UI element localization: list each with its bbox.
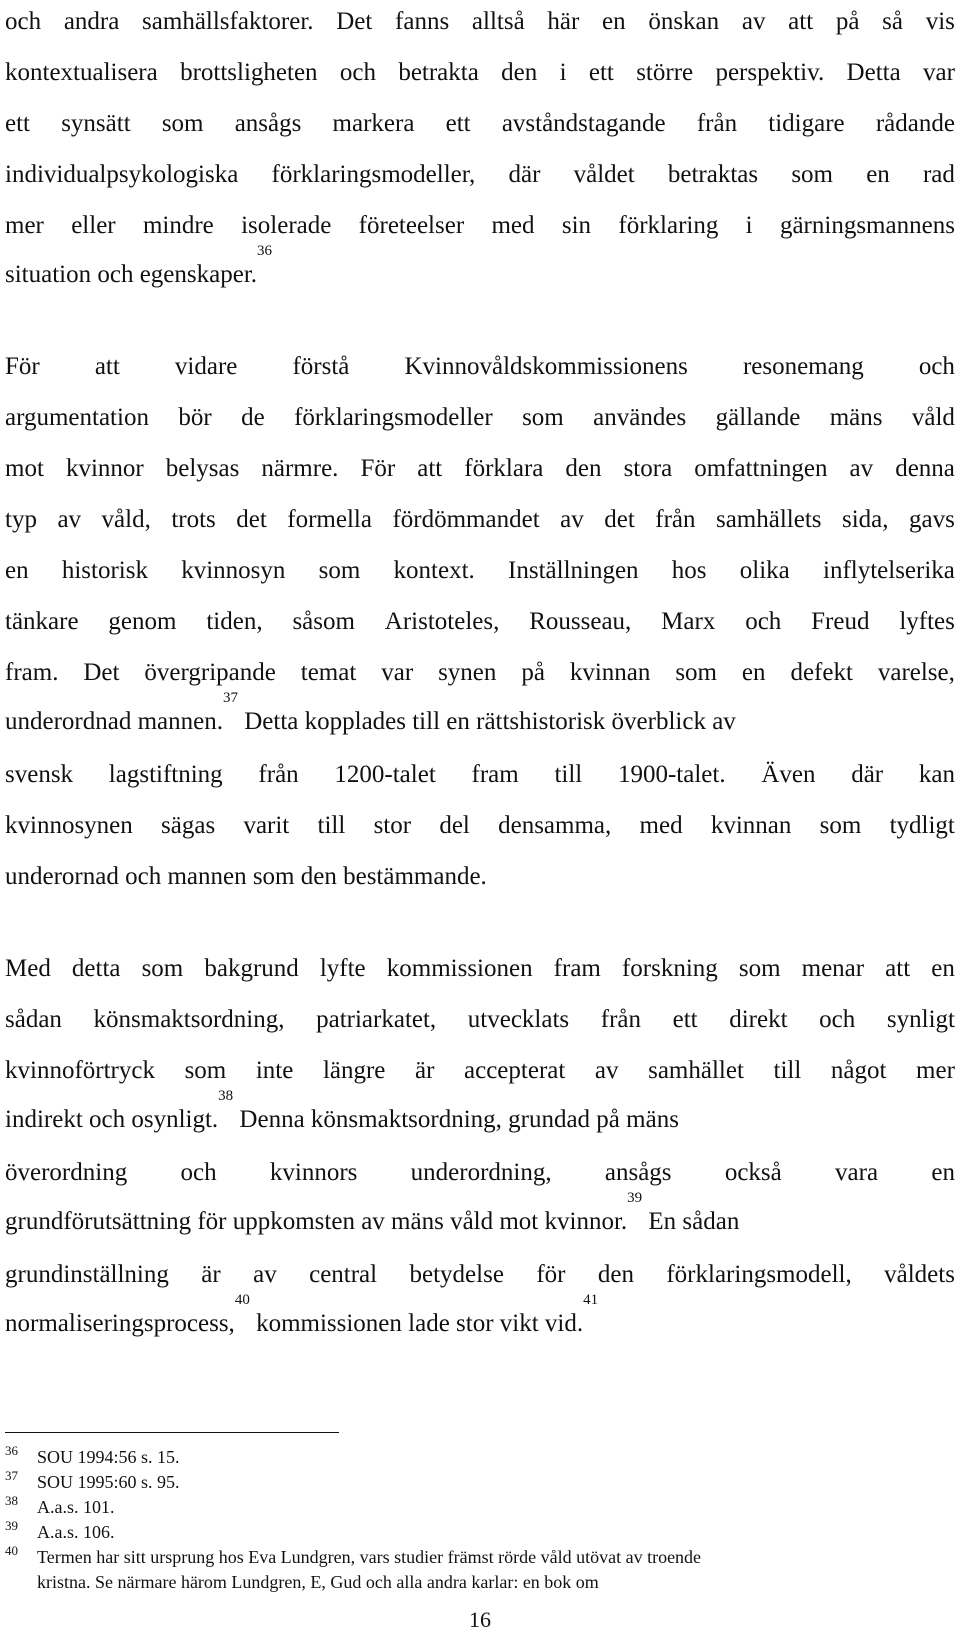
word: kvinnosyn	[181, 557, 286, 584]
word: av	[253, 1261, 277, 1288]
word: en	[602, 8, 626, 35]
word: hos	[671, 557, 707, 584]
word: typ	[5, 506, 37, 533]
word: mer	[916, 1057, 955, 1084]
word: ansågs	[234, 110, 302, 137]
word: Detta	[846, 59, 901, 86]
word: inflytelserika	[823, 557, 955, 584]
word: som	[184, 1057, 227, 1084]
word: 1200-talet	[334, 761, 436, 788]
word: kvinnor	[65, 455, 144, 482]
word: olika	[739, 557, 790, 584]
word: från	[696, 110, 738, 137]
word: användes	[593, 404, 687, 431]
word: eller	[71, 212, 116, 239]
word: fanns	[395, 8, 450, 35]
word: vis	[925, 8, 955, 35]
word: perspektiv.	[715, 59, 825, 86]
word: menar	[801, 955, 865, 982]
word: som	[791, 161, 833, 188]
footnote-number: 40	[5, 1543, 18, 1558]
word: sida,	[842, 506, 889, 533]
body-line	[5, 1000, 955, 1040]
word: historisk	[61, 557, 148, 584]
word: Aristoteles,	[384, 608, 500, 635]
word: denna	[895, 455, 955, 482]
word: av	[849, 455, 874, 482]
word: som	[141, 955, 184, 982]
footnote-text: SOU 1995:60 s. 95.	[37, 1472, 180, 1492]
word: kvinnors	[269, 1159, 358, 1186]
footnote-ref: 38	[218, 1088, 234, 1104]
body-line	[5, 155, 955, 195]
word: tidigare	[768, 110, 845, 137]
word: där	[851, 761, 884, 788]
word: och	[339, 59, 376, 86]
body-line: situation och egenskaper.$^{36}$	[5, 243, 273, 288]
body-line	[5, 755, 955, 795]
word: förklaringsmodeller	[294, 404, 493, 431]
body-line: indirekt och osynligt.$^{38}$ Denna könsmaktsordning, grundad på mäns	[5, 1088, 679, 1133]
word: utvecklats	[467, 1006, 570, 1033]
word: lagstiftning	[108, 761, 223, 788]
word: ansågs	[604, 1159, 672, 1186]
word: önskan	[648, 8, 720, 35]
word: synen	[438, 659, 497, 686]
word: stor	[373, 812, 412, 839]
word: Det	[336, 8, 373, 35]
word: för	[536, 1261, 566, 1288]
body-line	[5, 500, 955, 540]
word: accepterat	[464, 1057, 566, 1084]
word: rådande	[875, 110, 955, 137]
word: och	[819, 1006, 856, 1033]
word: fram.	[5, 659, 59, 686]
word: varit	[243, 812, 290, 839]
word: fördömmandet	[392, 506, 540, 533]
body-line	[5, 551, 955, 591]
word: att	[788, 8, 814, 35]
body-line	[5, 1153, 955, 1193]
word: större	[636, 59, 694, 86]
word: kvinnan	[710, 812, 792, 839]
footnote-text: Termen har sitt ursprung hos Eva Lundgren, vars studier främst rörde våld utövat av troende	[37, 1547, 702, 1567]
word: av	[594, 1057, 619, 1084]
word: bör	[178, 404, 212, 431]
word: närmre.	[261, 455, 339, 482]
word: en	[931, 1159, 955, 1186]
word: betrakta	[398, 59, 479, 86]
word: till	[554, 761, 583, 788]
body-line: grundförutsättning för uppkomsten av mäns våld mot kvinnor.$^{39}$ En sådan	[5, 1190, 740, 1235]
word: något	[830, 1057, 887, 1084]
word: genom	[108, 608, 177, 635]
word: kvinnosynen	[5, 812, 133, 839]
word: där	[508, 161, 541, 188]
word: sin	[561, 212, 592, 239]
body-line: underordnad mannen.$^{37}$ Detta kopplades till en rättshistorisk överblick av	[5, 690, 736, 735]
word: kvinnoförtryck	[5, 1057, 155, 1084]
word: gällande	[715, 404, 801, 431]
word: förklaringsmodell,	[666, 1261, 852, 1288]
body-line	[5, 602, 955, 642]
word: betraktas	[667, 161, 759, 188]
word: Freud	[811, 608, 870, 635]
word: trots	[171, 506, 216, 533]
word: direkt	[729, 1006, 788, 1033]
body-line	[5, 449, 955, 489]
word: i	[559, 59, 567, 86]
word: ett	[5, 110, 30, 137]
word: lyfte	[319, 955, 366, 982]
footnote-number: 39	[5, 1518, 18, 1533]
word: Marx	[661, 608, 716, 635]
word: lyftes	[899, 608, 955, 635]
word: ett	[672, 1006, 698, 1033]
body-line	[5, 1051, 955, 1091]
word: övergripande	[144, 659, 276, 686]
word: så	[882, 8, 903, 35]
footnote-ref: 39	[627, 1190, 643, 1206]
word: är	[201, 1261, 221, 1288]
word: varelse,	[877, 659, 955, 686]
word: resonemang	[742, 353, 864, 380]
word: också	[724, 1159, 782, 1186]
word: stora	[623, 455, 673, 482]
footnote-number: 37	[5, 1468, 18, 1483]
word: svensk	[5, 761, 74, 788]
word: sådan	[5, 1006, 62, 1033]
word: andra	[63, 8, 120, 35]
word: ett	[445, 110, 471, 137]
word: bakgrund	[204, 955, 299, 982]
body-line	[5, 806, 955, 846]
word: belysas	[165, 455, 240, 482]
word: av	[560, 506, 584, 533]
word: synligt	[886, 1006, 955, 1033]
word: 1900-talet.	[617, 761, 726, 788]
word: isolerade	[241, 212, 332, 239]
word: den	[565, 455, 602, 482]
body-line	[5, 53, 955, 93]
word: kontext.	[393, 557, 475, 584]
footnote-number: 38	[5, 1493, 18, 1508]
word: sägas	[161, 812, 216, 839]
word: forskning	[621, 955, 718, 982]
word: gärningsmannens	[779, 212, 955, 239]
word: såsom	[292, 608, 355, 635]
word: företeelser	[358, 212, 465, 239]
word: förklaringsmodeller,	[271, 161, 476, 188]
word: Även	[761, 761, 816, 788]
word: som	[161, 110, 204, 137]
body-line	[5, 2, 955, 42]
word: formella	[287, 506, 372, 533]
word: Rousseau,	[529, 608, 632, 635]
word: som	[522, 404, 564, 431]
word: temat	[300, 659, 357, 686]
word: den	[501, 59, 538, 86]
word: För	[360, 455, 396, 482]
word: individualpsykologiska	[5, 161, 239, 188]
word: var	[381, 659, 414, 686]
word: fram	[553, 955, 601, 982]
body-line	[5, 1255, 955, 1295]
word: tänkare	[5, 608, 79, 635]
body-line	[5, 949, 955, 989]
word: av	[741, 8, 766, 35]
word: Med	[5, 955, 51, 982]
word: överordning	[5, 1159, 128, 1186]
word: tydligt	[889, 812, 955, 839]
word: avståndstagande	[501, 110, 666, 137]
footnote-ref: 37	[222, 690, 238, 706]
word: från	[600, 1006, 642, 1033]
word: som	[318, 557, 361, 584]
word: samhällsfaktorer.	[142, 8, 314, 35]
word: mäns	[829, 404, 883, 431]
word: här	[547, 8, 580, 35]
word: synsätt	[61, 110, 131, 137]
body-line	[5, 398, 955, 438]
body-line	[5, 653, 955, 693]
word: mot	[5, 455, 44, 482]
word: och	[180, 1159, 217, 1186]
footnote-text: A.a.s. 106.	[37, 1522, 115, 1542]
word: tiden,	[206, 608, 263, 635]
word: betydelse	[409, 1261, 504, 1288]
word: våld,	[101, 506, 151, 533]
body-line: normaliseringsprocess,$^{40}$ kommissionen lade stor vikt vid.$^{41}$	[5, 1292, 599, 1337]
word: mer	[5, 212, 44, 239]
word: förstå	[292, 353, 350, 380]
body-line	[5, 347, 955, 387]
word: den	[597, 1261, 634, 1288]
word: kommissionen	[386, 955, 533, 982]
footnote-text: kristna. Se närmare härom Lundgren, E, Gud och alla andra karlar: en bok om	[37, 1572, 599, 1592]
word: våldet	[573, 161, 635, 188]
word: Kvinnovåldskommissionens	[404, 353, 688, 380]
word: kan	[918, 761, 955, 788]
word: inte	[255, 1057, 294, 1084]
word: och	[5, 8, 42, 35]
footnote-ref: 40	[234, 1292, 250, 1308]
footnote-text: SOU 1994:56 s. 15.	[37, 1447, 180, 1467]
word: grundinställning	[5, 1261, 169, 1288]
word: det	[236, 506, 267, 533]
word: markera	[332, 110, 415, 137]
word: del	[439, 812, 470, 839]
footnote-text: A.a.s. 101.	[37, 1497, 115, 1517]
word: patriarkatet,	[316, 1006, 437, 1033]
word: densamma,	[498, 812, 612, 839]
word: det	[604, 506, 635, 533]
body-line	[5, 206, 955, 246]
word: rad	[922, 161, 955, 188]
word: vara	[835, 1159, 879, 1186]
word: kontextualisera	[5, 59, 158, 86]
word: de	[241, 404, 265, 431]
word: samhällets	[715, 506, 822, 533]
word: underordning,	[410, 1159, 552, 1186]
word: alltså	[471, 8, 525, 35]
word: en	[931, 955, 955, 982]
word: vidare	[174, 353, 238, 380]
footnote-divider	[5, 1432, 339, 1433]
word: fram	[471, 761, 519, 788]
word: en	[866, 161, 890, 188]
word: ett	[588, 59, 614, 86]
word: som	[819, 812, 862, 839]
word: och	[745, 608, 782, 635]
word: Det	[83, 659, 120, 686]
word: gavs	[909, 506, 955, 533]
word: som	[738, 955, 781, 982]
word: förklaring	[618, 212, 719, 239]
word: från	[258, 761, 299, 788]
word: på	[835, 8, 860, 35]
word: våldets	[884, 1261, 955, 1288]
word: med	[491, 212, 535, 239]
page-number: 16	[469, 1607, 491, 1632]
word: omfattningen	[694, 455, 828, 482]
word: och	[918, 353, 955, 380]
footnote-ref: 41	[583, 1292, 599, 1308]
word: till	[317, 812, 346, 839]
word: detta	[71, 955, 121, 982]
word: med	[639, 812, 683, 839]
word: För	[5, 353, 40, 380]
word: könsmaktsordning,	[93, 1006, 285, 1033]
word: central	[309, 1261, 378, 1288]
word: brottsligheten	[180, 59, 318, 86]
word: en	[741, 659, 766, 686]
word: defekt	[790, 659, 853, 686]
word: våld	[911, 404, 955, 431]
word: från	[655, 506, 696, 533]
word: att	[94, 353, 120, 380]
word: kvinnan	[569, 659, 651, 686]
word: av	[57, 506, 82, 533]
word: i	[745, 212, 753, 239]
footnote-number: 36	[5, 1443, 18, 1458]
word: en	[5, 557, 29, 584]
word: var	[923, 59, 955, 86]
word: Inställningen	[508, 557, 639, 584]
word: är	[415, 1057, 435, 1084]
word: förklara	[464, 455, 544, 482]
word: mindre	[142, 212, 214, 239]
body-line	[5, 104, 955, 144]
body-line: underornad och mannen som den bestämmande.	[5, 863, 487, 890]
word: argumentation	[5, 404, 149, 431]
word: på	[521, 659, 545, 686]
word: att	[417, 455, 443, 482]
word: längre	[322, 1057, 386, 1084]
word: samhället	[648, 1057, 744, 1084]
footnote-ref: 36	[257, 243, 273, 259]
word: till	[773, 1057, 802, 1084]
word: att	[885, 955, 911, 982]
word: som	[675, 659, 717, 686]
